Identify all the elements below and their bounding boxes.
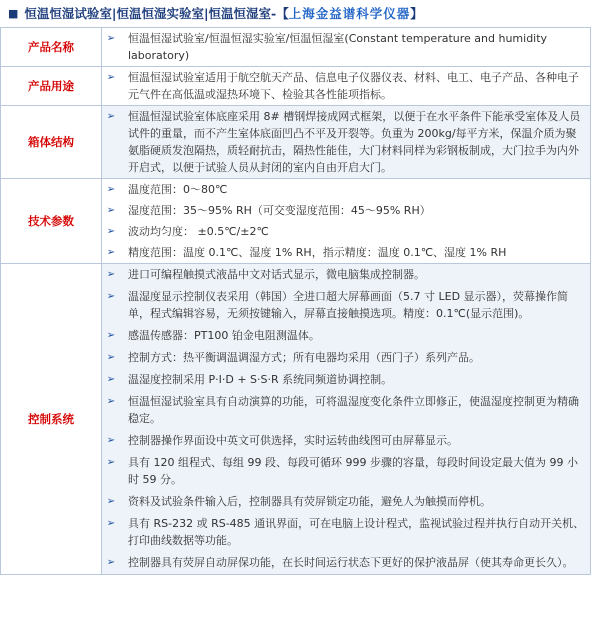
- arrow-bullet-icon: ➢: [106, 374, 116, 385]
- item-text: 恒温恒湿试验室/恒温恒湿实验室/恒温恒湿室(Constant temperature and humidity laboratory): [128, 32, 548, 62]
- arrow-bullet-icon: ➢: [106, 352, 116, 363]
- section-content: [102, 264, 591, 575]
- item-text: 温湿度控制采用 P·I·D + S·S·R 系统同频道协调控制。: [128, 373, 393, 386]
- item-text: 湿度范围：35～95% RH（可交变湿度范围：45～95% RH）: [128, 204, 431, 217]
- arrow-bullet-icon: ➢: [106, 269, 116, 280]
- item-text: 具有 RS-232 或 RS-485 通讯界面，可在电脑上设计程式，监视试验过程并执行自动开关机、打印曲线数据等功能。: [128, 517, 585, 547]
- page-title: 恒温恒湿试验室|恒温恒湿实验室|恒温恒湿室-【: [24, 6, 289, 21]
- spec-row: [1, 106, 591, 179]
- list-item: [102, 452, 590, 491]
- spec-row: [1, 67, 591, 106]
- section-label: 产品名称: [1, 28, 102, 67]
- section-content: [102, 28, 591, 67]
- spec-table: [0, 27, 591, 575]
- list-item: [102, 552, 590, 574]
- section-content: [102, 106, 591, 179]
- arrow-bullet-icon: ➢: [106, 330, 116, 341]
- item-text: 控制方式：热平衡调温调湿方式；所有电器均采用（西门子）系列产品。: [128, 351, 480, 364]
- item-text: 波动均匀度： ±0.5℃/±2℃: [128, 225, 269, 238]
- list-item: [102, 325, 590, 347]
- list-item: [102, 221, 590, 242]
- arrow-bullet-icon: ➢: [106, 72, 116, 83]
- arrow-bullet-icon: ➢: [106, 205, 116, 216]
- list-item: [102, 106, 590, 178]
- brand-name: 上海金益谱科学仪器: [288, 6, 411, 21]
- list-item: [102, 67, 590, 105]
- section-label: 产品用途: [1, 67, 102, 106]
- page-header: [0, 0, 591, 26]
- list-item: [102, 391, 590, 430]
- item-text: 恒温恒湿试验室体底座采用 8# 槽钢焊接成网式框架，以便于在水平条件下能承受室体及人员试件的重量，而不产生室体底面凹凸不平及开裂等。负重为 200kg/每平方米，保温介质为聚氨脂硬质发泡隔热，质轻耐抗击，隔热性能佳，大门材料同样为彩钢板制成，大门拉手为内外开启式，以便于试验人员从封闭的室内自由开启大门。: [128, 110, 581, 174]
- arrow-bullet-icon: ➢: [106, 496, 116, 507]
- list-item: [102, 347, 590, 369]
- section-content: [102, 67, 591, 106]
- arrow-bullet-icon: ➢: [106, 396, 116, 407]
- spec-row: [1, 179, 591, 264]
- item-text: 温度范围：0～80℃: [128, 183, 228, 196]
- arrow-bullet-icon: ➢: [106, 247, 116, 258]
- section-label: 箱体结构: [1, 106, 102, 179]
- arrow-bullet-icon: ➢: [106, 435, 116, 446]
- spec-row: [1, 28, 591, 67]
- item-text: 恒温恒湿试验室适用于航空航天产品、信息电子仪器仪表、材料、电工、电子产品、各种电子元气件在高低温或湿热环境下、检验其各性能项指标。: [128, 71, 579, 101]
- list-item: [102, 513, 590, 552]
- arrow-bullet-icon: ➢: [106, 457, 116, 468]
- section-label: 控制系统: [1, 264, 102, 575]
- section-content: [102, 179, 591, 264]
- list-item: [102, 28, 590, 66]
- item-text: 精度范围：温度 0.1℃、湿度 1% RH，指示精度：温度 0.1℃、湿度 1% RH: [128, 246, 507, 259]
- item-text: 具有 120 组程式、每组 99 段、每段可循环 999 步骤的容量，每段时间设定最大值为 99 小时 59 分。: [128, 456, 578, 486]
- item-text: 控制器具有荧屏自动屏保功能，在长时间运行状态下更好的保护液晶屏（使其寿命更长久）。: [128, 556, 574, 569]
- arrow-bullet-icon: ➢: [106, 557, 116, 568]
- list-item: [102, 491, 590, 513]
- item-text: 感温传感器：PT100 铂金电阻测温体。: [128, 329, 320, 342]
- item-text: 温湿度显示控制仪表采用（韩国）全进口超大屏幕画面（5.7 寸 LED 显示器），荧幕操作简单，程式编辑容易，无须按键输入，屏幕直接触摸选项。精度：0.1℃(显示范围)。: [128, 290, 569, 320]
- list-item: [102, 430, 590, 452]
- arrow-bullet-icon: ➢: [106, 226, 116, 237]
- arrow-bullet-icon: ➢: [106, 184, 116, 195]
- item-text: 恒温恒湿试验室具有自动演算的功能，可将温湿度变化条件立即修正，使温湿度控制更为精确稳定。: [128, 395, 579, 425]
- list-item: [102, 242, 590, 263]
- list-item: [102, 264, 590, 286]
- list-item: [102, 200, 590, 221]
- list-item: [102, 286, 590, 325]
- item-text: 资料及试验条件输入后，控制器具有荧屏锁定功能，避免人为触摸而停机。: [128, 495, 491, 508]
- square-bullet-icon: ■: [8, 6, 19, 20]
- title-bracket-close: 】: [410, 6, 423, 21]
- arrow-bullet-icon: ➢: [106, 33, 116, 44]
- arrow-bullet-icon: ➢: [106, 291, 116, 302]
- list-item: [102, 369, 590, 391]
- section-label: 技术参数: [1, 179, 102, 264]
- arrow-bullet-icon: ➢: [106, 111, 116, 122]
- item-text: 控制器操作界面设中英文可供选择，实时运转曲线图可由屏幕显示。: [128, 434, 458, 447]
- list-item: [102, 179, 590, 200]
- arrow-bullet-icon: ➢: [106, 518, 116, 529]
- item-text: 进口可编程触摸式液晶中文对话式显示，微电脑集成控制器。: [128, 268, 425, 281]
- spec-row: [1, 264, 591, 575]
